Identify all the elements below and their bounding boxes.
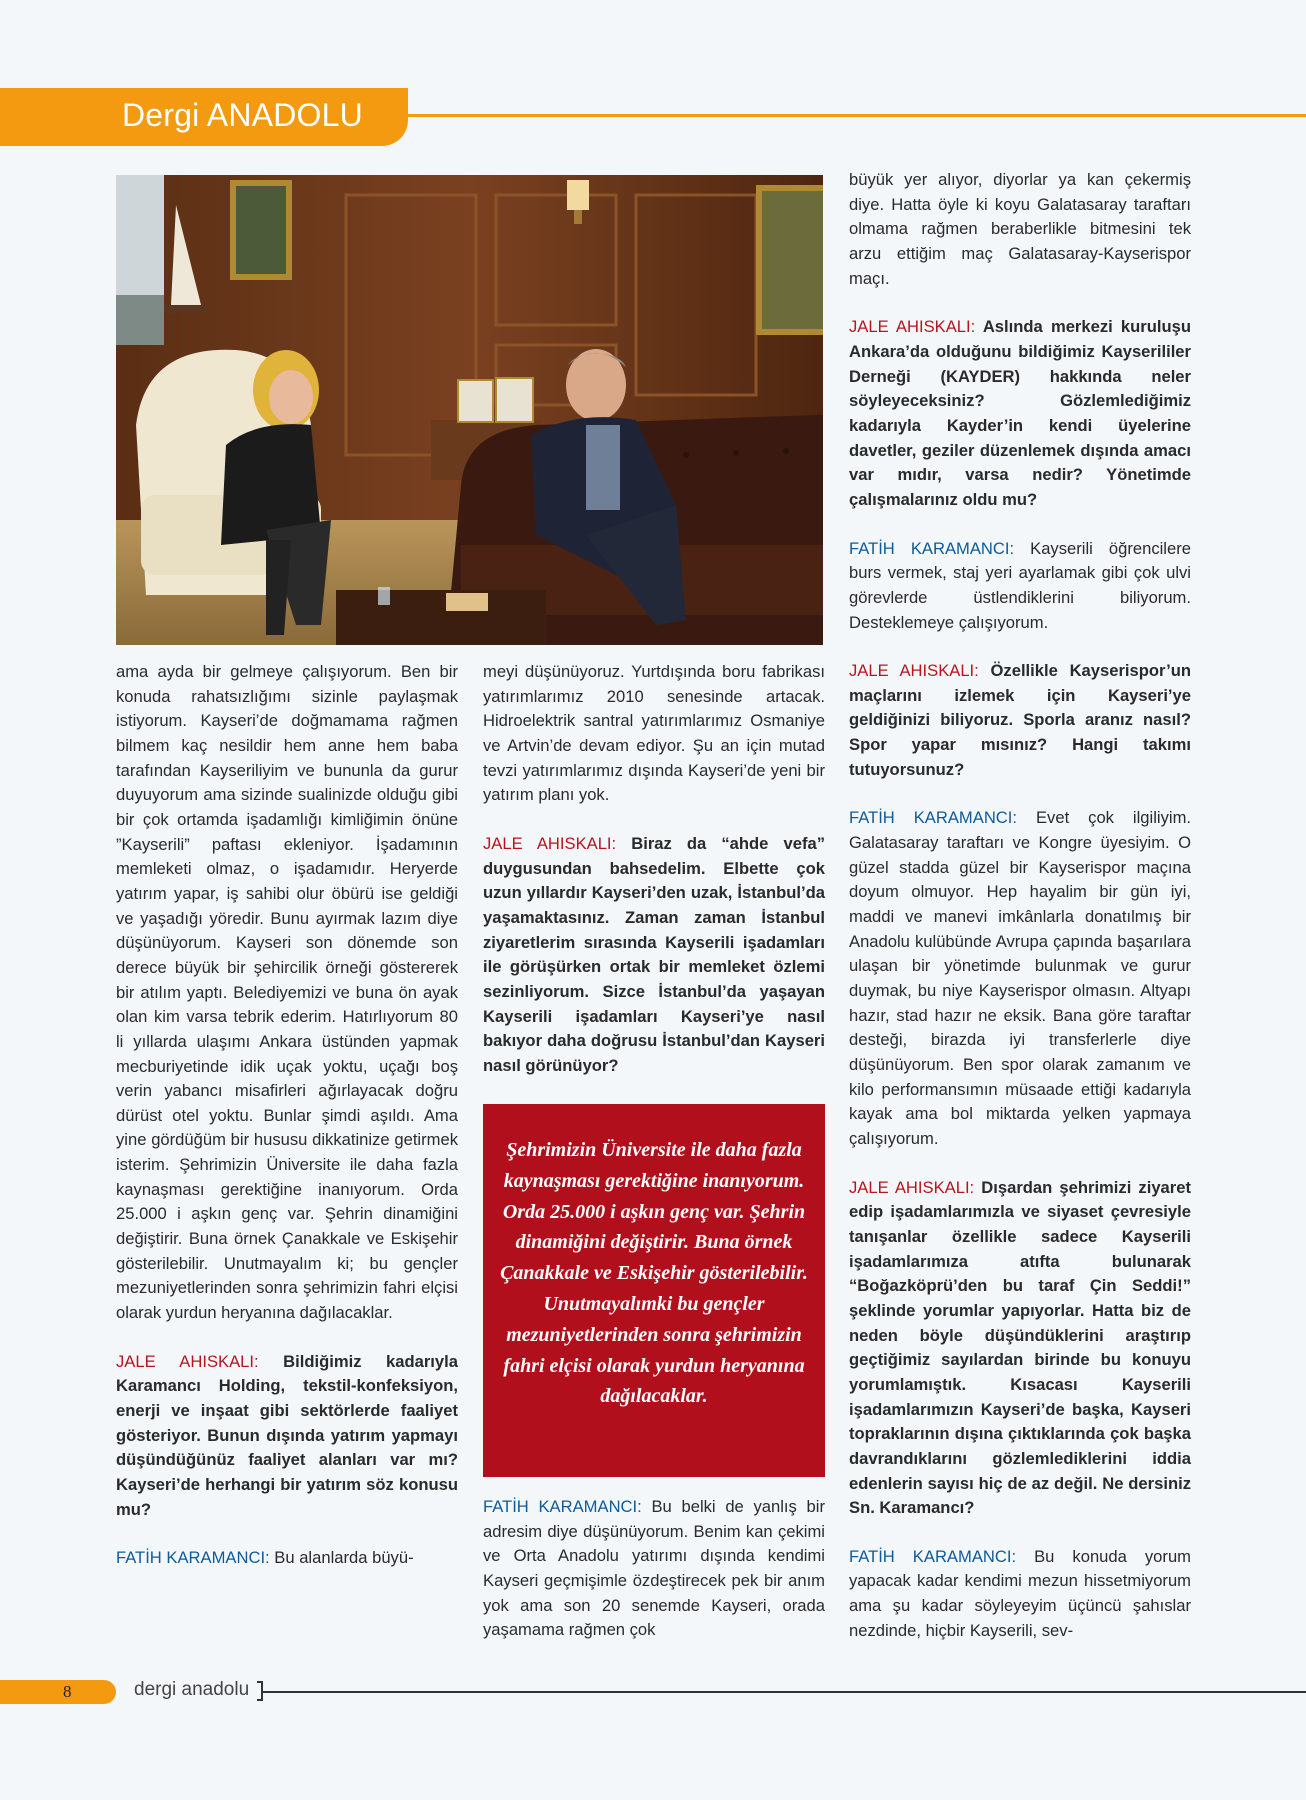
pull-quote: Şehrimizin Üniversite ile daha fazla kaynaşması gerektiğine inanıyorum. Orda 25.000 i aşkın genç var. Şehrin dinamiğini değiştirir. Buna örnek Çanakkale ve Eskişehir gösterilebilir. Unutmayalımki bu gençler mezuniyetlerinden sonra şehrimizin fahri elçisi olarak yurdun heryanına dağılacaklar. — [483, 1104, 825, 1477]
interviewee-label: FATİH KARAMANCI: — [849, 1546, 1017, 1566]
answer-text: Bu konuda yorum yapacak kadar kendimi mezun hissetmiyorum ama şu kadar söyleyeyim üçüncü şahıslar nezdinde, hiçbir Kayserili, sev- — [849, 1546, 1191, 1640]
interviewee-label: FATİH KARAMANCI: — [483, 1497, 642, 1516]
interviewee-label: FATİH KARAMANCI: — [849, 808, 1018, 828]
answer-paragraph — [849, 806, 1191, 1151]
page-number: 8 — [63, 1682, 72, 1701]
column-3 — [849, 168, 1191, 1667]
question-text: Dışardan şehrimizi ziyaret edip işadamlarımızla ve siyaset çevresiyle tanışanlar özellikle sadece Kayserili işadamlarımıza atıfta bulunarak “Boğazköprü’den bu taraf Çin Seddi!” şeklinde yorumlar yapıyorlar. Hatta biz de neden böyle düşündüklerini araştırıp geçtiğimiz sayılardan birinde bu konuyu yorumlamıştık. Kısacası Kayserili işadamlarımızın Kayseri’de başka, Kayseri topraklarının dışına çıktıklarında çok başka davrandıklarını gözlemlediklerini iddia edenlerin sayısı hiç de az değil. Ne dersiniz Sn. Karamancı? — [849, 1177, 1191, 1518]
answer-text: ama ayda bir gelmeye çalışıyorum. Ben bir konuda rahatsızlığımı sizinle paylaşmak istiyorum. Kayseri’de doğmamama rağmen bilmem kaç nesildir hem anne hem baba tarafından Kayseriliyim ve bununla da gurur duyuyorum ama sizinde sualinizde olduğu gibi bir çok ortamda işadamlığı kimliğimin önüne ”Kayserili” paftası ekleniyor. İşadamının memleketi olmaz, o işadamıdır. Heryerde yatırım yapar, iş sahibi olur öbürü ise geldiği ve yaşadığı yöredir. Bunu ayırmak lazım diye düşünüyorum. Kayseri son dönemde son derece büyük bir şehircilik örneği göstererek bir atılım yaptı. Belediyemizi ve buna ön ayak olan kim varsa tebrik ederim. Hatırlıyorum 80 li yıllarda ulaşımı Ankara üstünden yapmak mecburiyetinde idik uçak yoktu, uçağı boş verin yabancı misafirleri ağırlayacak doğru dürüst otel yoktu. Bunlar şimdi aşıldı. Ama yine gördüğüm bir hususu dikkatinize getirmek isterim. Şehrimizin Üniversite ile daha fazla kaynaşması gerektiğine inanıyorum. Orda 25.000 i aşkın genç var. Şehrin dinamiğini değiştirir. Buna örnek Çanakkale ve Eskişehir gösterilebilir. Unutmayalım ki; bu gençler mezuniyetlerinden sonra şehrimizin fahri elçisi olarak yurdun heryanına dağılacaklar. — [116, 662, 458, 1323]
interviewer-label: JALE AHISKALI: — [849, 661, 979, 681]
question-paragraph — [849, 659, 1191, 782]
answer-paragraph — [116, 1546, 458, 1571]
answer-paragraph — [849, 537, 1191, 636]
question-paragraph — [116, 1350, 458, 1523]
answer-text: Bu belki de yanlış bir adresim diye düşünüyorum. Benim kan çekimi ve Orta Anadolu yatırımı dışında kendimi Kayseri geçmişimle özdeştirecek pek bir anım yok ama son 20 senemde Kayseri, orada yaşamama rağmen çok — [483, 1497, 825, 1640]
question-paragraph — [483, 832, 825, 1079]
footer-magazine-name: dergi anadolu — [134, 1679, 250, 1700]
answer-paragraph — [483, 1495, 825, 1643]
answer-paragraph — [849, 1545, 1191, 1644]
interviewee-label: FATİH KARAMANCI: — [849, 538, 1015, 558]
answer-text: meyi düşünüyoruz. Yurtdışında boru fabrikası yatırımlarımız 2010 senesinde artacak. Hidroelektrik santral yatırımlarımız Osmaniye ve Artvin’de devam ediyor. Şu an için mutad tevzi yatırımlarımız dışında Kayseri’de yeni bir yatırım planı yok. — [483, 662, 825, 805]
answer-text: Evet çok ilgiliyim. Galatasaray taraftarı ve Kongre üyesiyim. O güzel stadda güzel bir Kayserispor maçına doyum olmuyor. Hep hayalim bir gün iyi, maddi ve manevi imkânlarla donatılmış bir Anadolu kulübünde Avrupa çapında başarılara ulaşan bir yönetimde bulunmak ve gurur duymak, bu niye Kayserispor olmasın. Altyapı hazır, stad hazır ne eksik. Bana göre taraftar desteği, birazda iyi transferlerle diye düşünüyorum. Ben spor olarak zamanım ve kilo performansımın müsaade ettiği kadarıyla kayak ama bol miktarda yelken yapmaya çalışıyorum. — [849, 808, 1191, 1148]
question-text: Bildiğimiz kadarıyla Karamancı Holding, tekstil-konfeksiyon, enerji ve inşaat gibi sektörlerde faaliyet gösteriyor. Bunun dışında yatırım yapmayı düşündüğünüz faaliyet alanları var mı? Kayseri’de herhangi bir yatırım söz konusu mu? — [116, 1351, 458, 1519]
column-1 — [116, 660, 458, 1595]
interviewer-label: JALE AHISKALI: — [849, 317, 976, 337]
header-rule — [408, 114, 1306, 117]
question-text: Aslında merkezi kuruluşu Ankara’da olduğunu bildiğimiz Kayserililer Derneği (KAYDER) hakkında neler söyleyeceksiniz? Gözlemlediğimiz kadarıyla Kayder’in kendi üyelerine davetler, geziler düzenlemek dışında amacı var mıdır, varsa nedir? Yönetimde çalışmalarınız oldu mu? — [849, 317, 1192, 509]
interviewer-label: JALE AHISKALI: — [849, 1177, 975, 1197]
answer-text: Kayserili öğrencilere burs vermek, staj yeri ayarlamak gibi çok ulvi görevlerde üstlendiklerini biliyorum. Desteklemeye çalışıyorum. — [849, 538, 1191, 632]
interviewer-label: JALE AHISKALI: — [483, 833, 617, 853]
footer-tab — [0, 1680, 116, 1704]
interviewee-label: FATİH KARAMANCI: — [116, 1548, 270, 1568]
question-paragraph — [849, 315, 1191, 512]
magazine-title: Dergi ANADOLU — [122, 97, 363, 133]
column-2 — [483, 660, 825, 1103]
interview-photo — [116, 175, 823, 645]
interviewer-label: JALE AHISKALI: — [116, 1351, 259, 1371]
question-text: Biraz da “ahde vefa” duygusundan bahsedelim. Elbette çok uzun yıllardır Kayseri’den uzak, İstanbul’da yaşamaktasınız. Zaman zaman İstanbul ziyaretlerim sırasında Kayserili işadamları ile görüşürken ortak bir memleket özlemi sezinliyorum. Sizce İstanbul’da yaşayan Kayserili işadamları Kayseri’ye nasıl bakıyor daha doğrusu İstanbul’dan Kayseri nasıl görünüyor? — [483, 833, 825, 1075]
answer-text: büyük yer alıyor, diyorlar ya kan çekermiş diye. Hatta öyle ki koyu Galatasaray taraftarı olmama rağmen beraberlikle bitmesini tek arzu ettiğim maç Galatasaray-Kayserispor maçı. — [849, 170, 1191, 288]
answer-text: Bu alanlarda büyü- — [274, 1548, 414, 1568]
footer-rule — [263, 1691, 1306, 1693]
question-text: Özellikle Kayserispor’un maçlarını izlemek için Kayseri’ye geldiğinizi biliyoruz. Sporla aranız nasıl? Spor yapar mısınız? Hangi takımı tutuyorsunuz? — [849, 661, 1191, 779]
question-paragraph — [849, 1176, 1191, 1521]
column-2-continued — [483, 1495, 825, 1667]
